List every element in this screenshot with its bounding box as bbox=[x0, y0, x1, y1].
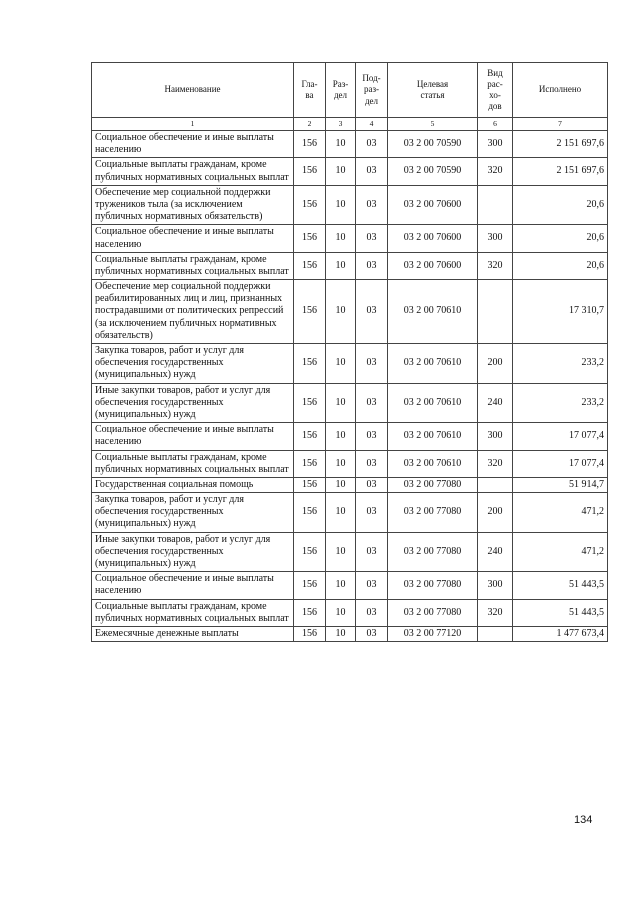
row-name-cell: Обеспечение мер социальной поддержки реабилитированных лиц и лиц, признанных пострадавшими от политических репрессий (за исключением публичных нормативных обязательств) bbox=[92, 280, 294, 344]
row-razdel-cell: 10 bbox=[326, 493, 356, 533]
table-row bbox=[92, 344, 608, 384]
row-amount-cell: 1 477 673,4 bbox=[513, 626, 608, 641]
table-row bbox=[92, 280, 608, 344]
row-amount-cell: 20,6 bbox=[513, 185, 608, 225]
row-statya-cell: 03 2 00 70610 bbox=[388, 423, 478, 450]
row-vid-cell: 320 bbox=[478, 252, 513, 279]
row-amount-cell: 20,6 bbox=[513, 225, 608, 252]
table-row bbox=[92, 185, 608, 225]
column-number: 1 bbox=[92, 118, 294, 131]
row-podrazdel-cell: 03 bbox=[356, 532, 388, 572]
row-glava-cell: 156 bbox=[294, 252, 326, 279]
row-name-cell: Государственная социальная помощь bbox=[92, 477, 294, 492]
row-razdel-cell: 10 bbox=[326, 532, 356, 572]
row-statya-cell: 03 2 00 77080 bbox=[388, 493, 478, 533]
table-row bbox=[92, 252, 608, 279]
row-razdel-cell: 10 bbox=[326, 280, 356, 344]
row-razdel-cell: 10 bbox=[326, 477, 356, 492]
row-podrazdel-cell: 03 bbox=[356, 626, 388, 641]
row-name-cell: Социальные выплаты гражданам, кроме публичных нормативных социальных выплат bbox=[92, 252, 294, 279]
row-amount-cell: 471,2 bbox=[513, 493, 608, 533]
row-vid-cell: 320 bbox=[478, 599, 513, 626]
header-razdel: Раз- дел bbox=[326, 63, 356, 118]
row-vid-cell bbox=[478, 477, 513, 492]
row-amount-cell: 17 310,7 bbox=[513, 280, 608, 344]
row-name-cell: Закупка товаров, работ и услуг для обеспечения государственных (муниципальных) нужд bbox=[92, 493, 294, 533]
row-razdel-cell: 10 bbox=[326, 599, 356, 626]
row-podrazdel-cell: 03 bbox=[356, 225, 388, 252]
row-podrazdel-cell: 03 bbox=[356, 493, 388, 533]
row-podrazdel-cell: 03 bbox=[356, 158, 388, 185]
row-vid-cell bbox=[478, 626, 513, 641]
row-statya-cell: 03 2 00 70590 bbox=[388, 158, 478, 185]
row-amount-cell: 17 077,4 bbox=[513, 423, 608, 450]
row-statya-cell: 03 2 00 70600 bbox=[388, 225, 478, 252]
row-vid-cell bbox=[478, 280, 513, 344]
row-razdel-cell: 10 bbox=[326, 450, 356, 477]
row-glava-cell: 156 bbox=[294, 423, 326, 450]
table-row bbox=[92, 225, 608, 252]
row-amount-cell: 2 151 697,6 bbox=[513, 158, 608, 185]
column-number: 7 bbox=[513, 118, 608, 131]
row-podrazdel-cell: 03 bbox=[356, 131, 388, 158]
row-name-cell: Иные закупки товаров, работ и услуг для обеспечения государственных (муниципальных) нужд bbox=[92, 383, 294, 423]
row-name-cell: Социальные выплаты гражданам, кроме публичных нормативных социальных выплат bbox=[92, 450, 294, 477]
row-razdel-cell: 10 bbox=[326, 131, 356, 158]
row-amount-cell: 233,2 bbox=[513, 344, 608, 384]
header-amount: Исполнено bbox=[513, 63, 608, 118]
row-vid-cell: 200 bbox=[478, 344, 513, 384]
column-number: 2 bbox=[294, 118, 326, 131]
row-amount-cell: 233,2 bbox=[513, 383, 608, 423]
table-row bbox=[92, 599, 608, 626]
row-podrazdel-cell: 03 bbox=[356, 252, 388, 279]
row-razdel-cell: 10 bbox=[326, 626, 356, 641]
row-glava-cell: 156 bbox=[294, 158, 326, 185]
table-row bbox=[92, 423, 608, 450]
row-glava-cell: 156 bbox=[294, 599, 326, 626]
row-name-cell: Социальные выплаты гражданам, кроме публичных нормативных социальных выплат bbox=[92, 158, 294, 185]
column-number: 5 bbox=[388, 118, 478, 131]
header-glava: Гла- ва bbox=[294, 63, 326, 118]
row-statya-cell: 03 2 00 70600 bbox=[388, 252, 478, 279]
row-razdel-cell: 10 bbox=[326, 185, 356, 225]
row-glava-cell: 156 bbox=[294, 185, 326, 225]
table-row bbox=[92, 158, 608, 185]
row-amount-cell: 20,6 bbox=[513, 252, 608, 279]
header-statya: Целевая статья bbox=[388, 63, 478, 118]
budget-table bbox=[91, 62, 608, 642]
row-amount-cell: 51 914,7 bbox=[513, 477, 608, 492]
row-glava-cell: 156 bbox=[294, 572, 326, 599]
column-number-row bbox=[92, 118, 608, 131]
table-row bbox=[92, 450, 608, 477]
row-statya-cell: 03 2 00 70610 bbox=[388, 450, 478, 477]
row-podrazdel-cell: 03 bbox=[356, 280, 388, 344]
row-glava-cell: 156 bbox=[294, 450, 326, 477]
table-row bbox=[92, 383, 608, 423]
row-vid-cell: 320 bbox=[478, 450, 513, 477]
row-podrazdel-cell: 03 bbox=[356, 599, 388, 626]
row-podrazdel-cell: 03 bbox=[356, 185, 388, 225]
column-number: 6 bbox=[478, 118, 513, 131]
row-statya-cell: 03 2 00 70610 bbox=[388, 344, 478, 384]
row-amount-cell: 17 077,4 bbox=[513, 450, 608, 477]
row-statya-cell: 03 2 00 77080 bbox=[388, 477, 478, 492]
row-name-cell: Ежемесячные денежные выплаты bbox=[92, 626, 294, 641]
row-razdel-cell: 10 bbox=[326, 252, 356, 279]
row-razdel-cell: 10 bbox=[326, 158, 356, 185]
row-amount-cell: 51 443,5 bbox=[513, 599, 608, 626]
row-name-cell: Социальные выплаты гражданам, кроме публичных нормативных социальных выплат bbox=[92, 599, 294, 626]
table-row bbox=[92, 493, 608, 533]
row-statya-cell: 03 2 00 70610 bbox=[388, 383, 478, 423]
row-statya-cell: 03 2 00 70590 bbox=[388, 131, 478, 158]
row-vid-cell bbox=[478, 185, 513, 225]
row-razdel-cell: 10 bbox=[326, 344, 356, 384]
table-row bbox=[92, 572, 608, 599]
page-number: 134 bbox=[574, 814, 593, 826]
row-glava-cell: 156 bbox=[294, 532, 326, 572]
row-podrazdel-cell: 03 bbox=[356, 572, 388, 599]
row-glava-cell: 156 bbox=[294, 131, 326, 158]
table-row bbox=[92, 131, 608, 158]
row-razdel-cell: 10 bbox=[326, 572, 356, 599]
row-glava-cell: 156 bbox=[294, 225, 326, 252]
row-vid-cell: 200 bbox=[478, 493, 513, 533]
table-row bbox=[92, 532, 608, 572]
row-glava-cell: 156 bbox=[294, 280, 326, 344]
row-statya-cell: 03 2 00 77080 bbox=[388, 532, 478, 572]
row-vid-cell: 240 bbox=[478, 532, 513, 572]
table-row bbox=[92, 477, 608, 492]
column-number: 4 bbox=[356, 118, 388, 131]
row-vid-cell: 300 bbox=[478, 572, 513, 599]
row-vid-cell: 320 bbox=[478, 158, 513, 185]
row-podrazdel-cell: 03 bbox=[356, 450, 388, 477]
row-name-cell: Социальное обеспечение и иные выплаты населению bbox=[92, 225, 294, 252]
row-podrazdel-cell: 03 bbox=[356, 423, 388, 450]
row-vid-cell: 300 bbox=[478, 423, 513, 450]
row-amount-cell: 51 443,5 bbox=[513, 572, 608, 599]
row-statya-cell: 03 2 00 77120 bbox=[388, 626, 478, 641]
row-statya-cell: 03 2 00 77080 bbox=[388, 599, 478, 626]
row-vid-cell: 300 bbox=[478, 225, 513, 252]
row-podrazdel-cell: 03 bbox=[356, 344, 388, 384]
row-razdel-cell: 10 bbox=[326, 225, 356, 252]
header-podrazdel: Под- раз- дел bbox=[356, 63, 388, 118]
header-row bbox=[92, 63, 608, 118]
row-vid-cell: 240 bbox=[478, 383, 513, 423]
row-glava-cell: 156 bbox=[294, 383, 326, 423]
table-row bbox=[92, 626, 608, 641]
row-razdel-cell: 10 bbox=[326, 423, 356, 450]
row-name-cell: Социальное обеспечение и иные выплаты населению bbox=[92, 423, 294, 450]
column-number: 3 bbox=[326, 118, 356, 131]
row-amount-cell: 471,2 bbox=[513, 532, 608, 572]
row-vid-cell: 300 bbox=[478, 131, 513, 158]
row-name-cell: Обеспечение мер социальной поддержки тружеников тыла (за исключением публичных нормативных обязательств) bbox=[92, 185, 294, 225]
row-glava-cell: 156 bbox=[294, 493, 326, 533]
header-name: Наименование bbox=[92, 63, 294, 118]
header-vid: Вид рас- хо- дов bbox=[478, 63, 513, 118]
row-glava-cell: 156 bbox=[294, 477, 326, 492]
row-name-cell: Закупка товаров, работ и услуг для обеспечения государственных (муниципальных) нужд bbox=[92, 344, 294, 384]
row-name-cell: Социальное обеспечение и иные выплаты населению bbox=[92, 131, 294, 158]
row-podrazdel-cell: 03 bbox=[356, 383, 388, 423]
row-razdel-cell: 10 bbox=[326, 383, 356, 423]
row-statya-cell: 03 2 00 77080 bbox=[388, 572, 478, 599]
row-amount-cell: 2 151 697,6 bbox=[513, 131, 608, 158]
row-name-cell: Иные закупки товаров, работ и услуг для обеспечения государственных (муниципальных) нужд bbox=[92, 532, 294, 572]
table-body bbox=[92, 63, 608, 642]
row-glava-cell: 156 bbox=[294, 626, 326, 641]
row-statya-cell: 03 2 00 70600 bbox=[388, 185, 478, 225]
row-name-cell: Социальное обеспечение и иные выплаты населению bbox=[92, 572, 294, 599]
row-podrazdel-cell: 03 bbox=[356, 477, 388, 492]
row-statya-cell: 03 2 00 70610 bbox=[388, 280, 478, 344]
row-glava-cell: 156 bbox=[294, 344, 326, 384]
